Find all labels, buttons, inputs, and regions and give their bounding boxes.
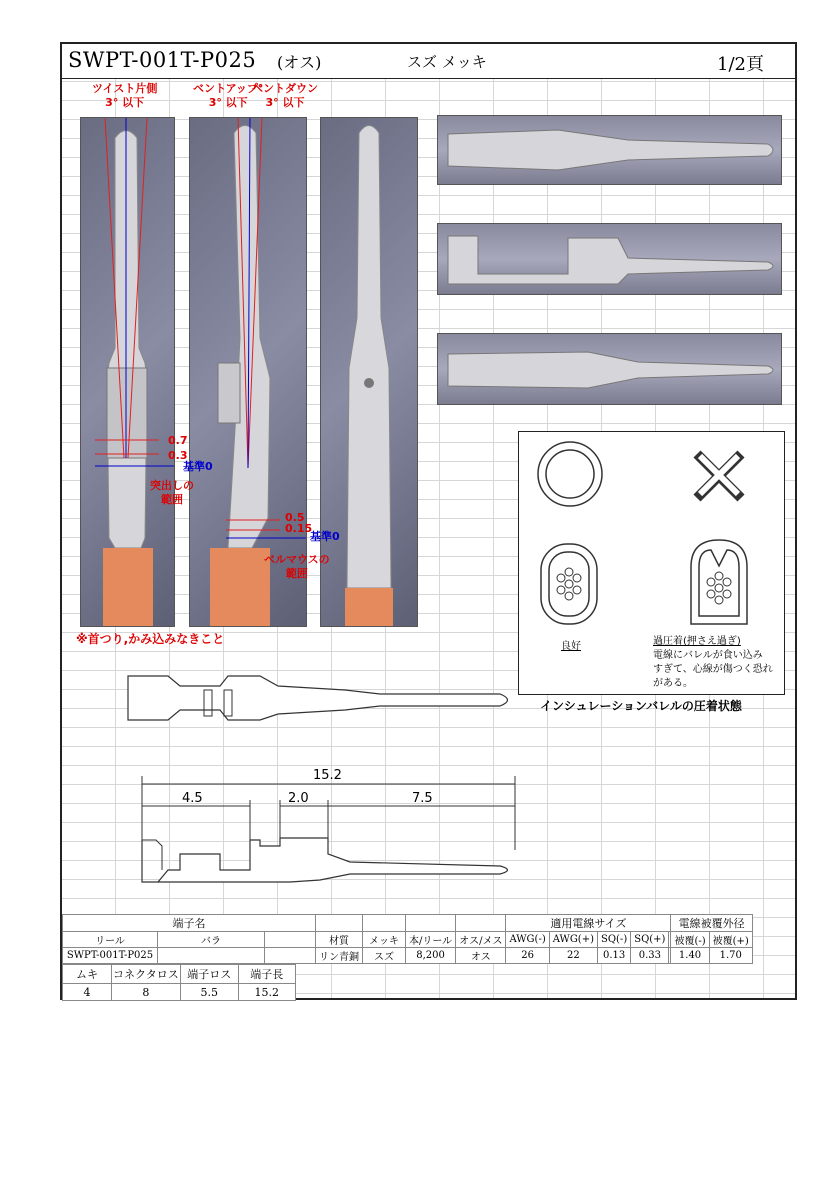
awg-max-value: 22 [549, 948, 597, 964]
awg-max-header: AWG(+) [549, 932, 597, 948]
dim-7.5: 7.5 [412, 791, 433, 806]
terminal-side-image-1 [438, 116, 781, 184]
sq-min-value: 0.13 [597, 948, 630, 964]
protrusion-range-label: 突出しの 範囲 [150, 479, 194, 506]
part-number: SWPT-001T-P025 [68, 48, 257, 72]
connector-loss-value: 8 [112, 984, 181, 1001]
per-reel-value: 8,200 [406, 948, 456, 964]
dim-0.5: 0.5 [285, 511, 305, 524]
blank-cell [363, 915, 406, 932]
good-label: 良好 [561, 641, 581, 652]
wire-size-header: 適用電線サイズ [506, 915, 671, 932]
terminal-side-drawing [120, 770, 520, 900]
per-reel-header: 本/リール [406, 932, 456, 948]
ins-max-value: 1.70 [709, 948, 752, 964]
ins-min-header: 被覆(-) [671, 932, 709, 948]
loose-header: バラ [158, 932, 265, 948]
page-number: 1/2頁 [717, 54, 764, 75]
terminal-top-image [321, 118, 417, 626]
blank-cell [265, 932, 316, 948]
blank-cell [406, 915, 456, 932]
reel-value: SWPT-001T-P025 [63, 948, 158, 964]
photo-twist-view [80, 117, 175, 627]
plating-value: スズ [363, 948, 406, 964]
photo-top-view [320, 117, 418, 627]
crimp-panel-caption: インシュレーションバレルの圧着状態 [540, 699, 742, 713]
reel-header: リール [63, 932, 158, 948]
strip-header: ムキ [63, 965, 112, 984]
datum-left-label: 基準0 [183, 460, 213, 473]
terminal-length-value: 15.2 [238, 984, 295, 1001]
over-crimp-note [653, 635, 773, 691]
strip-length-table [62, 964, 296, 1001]
terminal-twist-image [81, 118, 174, 626]
terminal-length-header: 端子長 [238, 965, 295, 984]
terminal-side-image-2 [438, 224, 781, 294]
bellmouth-range-label: ベルマウスの 範囲 [264, 553, 330, 580]
bend-down-annotation [252, 82, 318, 110]
terminal-loss-header: 端子ロス [180, 965, 238, 984]
bend-up-title: ベントアップ° [193, 82, 264, 95]
bend-up-value: 3° 以下 [208, 96, 248, 109]
material-header: 材質 [316, 932, 363, 948]
photo-side-2 [437, 223, 782, 295]
terminal-name-header: 端子名 [63, 915, 316, 932]
twist-annotation [92, 82, 157, 110]
photo-bend-view [189, 117, 307, 627]
sq-max-header: SQ(+) [631, 932, 669, 948]
terminal-top-drawing [120, 668, 520, 728]
twist-value: 3° 以下 [105, 96, 145, 109]
awg-min-value: 26 [506, 948, 549, 964]
blank-cell [316, 915, 363, 932]
terminal-loss-value: 5.5 [180, 984, 238, 1001]
plating-header: メッキ [363, 932, 406, 948]
over-crimp-title: 過圧着(押さえ過ぎ) [653, 636, 741, 647]
awg-min-header: AWG(-) [506, 932, 549, 948]
datum-right-label: 基準0 [310, 530, 340, 543]
good-mark-icon [538, 442, 602, 506]
blank-cell [456, 915, 506, 932]
strip-value: 4 [63, 984, 112, 1001]
dim-0.7: 0.7 [168, 434, 188, 447]
material-value: リン青銅 [316, 948, 363, 964]
terminal-side-image-3 [438, 334, 781, 404]
dim-4.5: 4.5 [182, 791, 203, 806]
loose-value [158, 948, 265, 964]
dim-2.0: 2.0 [288, 791, 309, 806]
ins-min-value: 1.40 [671, 948, 709, 964]
photo-side-1 [437, 115, 782, 185]
note-text: ※首つり,かみ込みなきこと [76, 632, 225, 646]
twist-title: ツイスト片側 [92, 82, 158, 95]
bend-down-title: ベントダウン [252, 82, 318, 95]
header-bar [62, 44, 795, 79]
blank-cell [265, 948, 316, 964]
gender-header: オス/メス [456, 932, 506, 948]
sq-max-value: 0.33 [631, 948, 669, 964]
ins-max-header: 被覆(+) [709, 932, 752, 948]
sq-min-header: SQ(-) [597, 932, 630, 948]
spec-table [62, 914, 753, 964]
bend-down-value: 3° 以下 [265, 96, 305, 109]
gender-value: オス [456, 948, 506, 964]
over-crimp-desc: 電線にバレルが食い込み すぎて、心線が傷つく恐れ がある。 [653, 650, 773, 689]
gender-label: (オス) [277, 53, 322, 72]
crimp-status-panel [518, 431, 785, 695]
connector-loss-header: コネクタロス [112, 965, 181, 984]
insulation-header: 電線被覆外径 [671, 915, 752, 932]
plating-label: スズ メッキ [407, 53, 487, 71]
terminal-bend-image [190, 118, 306, 626]
dim-0.3: 0.3 [168, 449, 188, 462]
photo-side-3 [437, 333, 782, 405]
dim-0.15: 0.15 [285, 522, 313, 535]
dim-total-length: 15.2 [313, 768, 342, 783]
